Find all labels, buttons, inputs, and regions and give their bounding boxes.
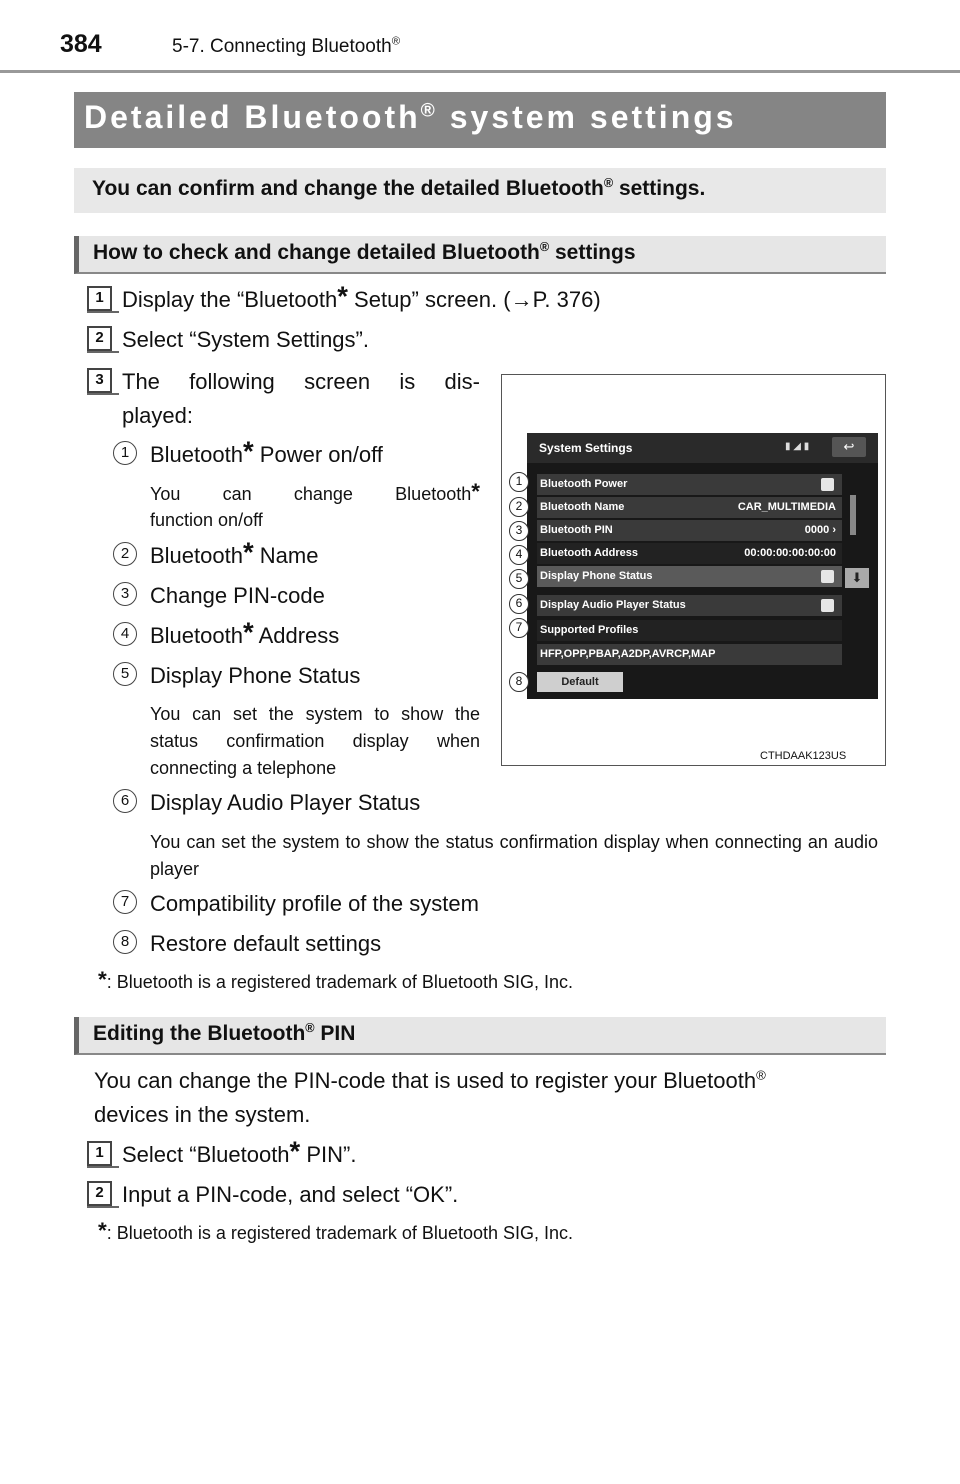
item-label: Bluetooth* Power on/off (150, 435, 383, 467)
setting-row-supported-profiles: Supported Profiles (537, 620, 842, 641)
default-button[interactable]: Default (537, 672, 623, 692)
item-label: Compatibility profile of the system (150, 891, 479, 916)
footnote: *: Bluetooth is a registered trademark of Bluetooth SIG, Inc. (98, 966, 574, 992)
chapter-title: 5-7. Connecting Bluetooth® (172, 35, 401, 57)
checkbox-icon[interactable] (821, 570, 834, 583)
checkbox-icon[interactable] (821, 599, 834, 612)
item-number: 3 (113, 582, 137, 606)
item-description: You can set the system to show the status confirmation display when connecting a telephone (150, 704, 480, 778)
step-text: played: (122, 403, 193, 428)
arrow-icon: → (510, 287, 533, 312)
step-underline (87, 393, 119, 395)
item-label: Restore default settings (150, 931, 382, 956)
item-number: 1 (113, 441, 137, 465)
callout-marker: 7 (509, 618, 529, 638)
item-label: Bluetooth* Address (150, 616, 340, 648)
page-number: 384 (60, 30, 102, 58)
section-title: Detailed Bluetooth® system settings (74, 92, 886, 148)
step-text: Input a PIN-code, and select “OK”. (122, 1182, 459, 1207)
step-underline (87, 311, 119, 313)
screen-title-bar (527, 433, 878, 463)
section-intro: You can confirm and change the detailed Bluetooth® settings. (74, 168, 886, 213)
item-label: Display Phone Status (150, 663, 361, 688)
header-rule (0, 70, 960, 73)
step-underline (87, 1206, 119, 1208)
item-label: Bluetooth* Name (150, 536, 319, 568)
scroll-down-icon[interactable]: ⬇ (845, 568, 869, 588)
callout-marker: 2 (509, 497, 529, 517)
item-number: 5 (113, 662, 137, 686)
step-text: Display the “Bluetooth* Setup” screen. (→P. 376) (122, 280, 601, 312)
item-label: Display Audio Player Status (150, 790, 421, 815)
body-text: You can change the PIN-code that is used to register your Bluetooth® (94, 1067, 766, 1093)
step-number: 3 (87, 368, 112, 393)
setting-row-bluetooth-name[interactable]: Bluetooth Name CAR_MULTIMEDIA (537, 497, 842, 518)
setting-row-profiles-list: HFP,OPP,PBAP,A2DP,AVRCP,MAP (537, 644, 842, 665)
item-number: 2 (113, 542, 137, 566)
callout-marker: 1 (509, 472, 529, 492)
step-underline (87, 351, 119, 353)
step-text: Select “System Settings”. (122, 327, 369, 352)
step-number: 1 (87, 286, 112, 311)
step-text: The following screen is dis- (122, 369, 480, 394)
step-text: Select “Bluetooth* PIN”. (122, 1135, 357, 1167)
callout-marker: 6 (509, 594, 529, 614)
item-description: You can set the system to show the status confirmation display when connecting an audio player (150, 832, 878, 879)
step-number: 1 (87, 1141, 112, 1166)
item-label: Change PIN-code (150, 583, 325, 608)
setting-row-display-phone-status[interactable]: Display Phone Status (537, 566, 842, 587)
item-description: You can change Bluetooth* (150, 478, 480, 504)
callout-marker: 3 (509, 521, 529, 541)
item-description: function on/off (150, 510, 263, 530)
back-arrow-icon[interactable]: ↩ (832, 437, 866, 457)
setting-row-bluetooth-power[interactable]: Bluetooth Power (537, 474, 842, 495)
step-underline (87, 1166, 119, 1168)
subsection-heading-check-settings: How to check and change detailed Bluetooth® settings (74, 236, 886, 274)
checkbox-icon[interactable] (821, 478, 834, 491)
item-number: 7 (113, 890, 137, 914)
setting-row-bluetooth-address: Bluetooth Address 00:00:00:00:00:00 (537, 543, 842, 564)
scrollbar[interactable] (850, 495, 856, 535)
status-icons: ▮ ◢ ▮ (785, 441, 810, 452)
system-settings-screen (527, 433, 878, 699)
screen-title: System Settings (539, 441, 633, 455)
footnote: *: Bluetooth is a registered trademark of Bluetooth SIG, Inc. (98, 1217, 574, 1243)
setting-row-display-audio-player-status[interactable]: Display Audio Player Status (537, 595, 842, 616)
callout-marker: 8 (509, 672, 529, 692)
item-number: 4 (113, 622, 137, 646)
step-number: 2 (87, 1181, 112, 1206)
item-number: 8 (113, 930, 137, 954)
step-number: 2 (87, 326, 112, 351)
image-code: CTHDAAK123US (760, 750, 847, 762)
callout-marker: 4 (509, 545, 529, 565)
body-text: devices in the system. (94, 1102, 311, 1127)
item-number: 6 (113, 789, 137, 813)
callout-marker: 5 (509, 569, 529, 589)
setting-row-bluetooth-pin[interactable]: Bluetooth PIN 0000 › (537, 520, 842, 541)
subsection-heading-editing-pin: Editing the Bluetooth® PIN (74, 1017, 886, 1055)
